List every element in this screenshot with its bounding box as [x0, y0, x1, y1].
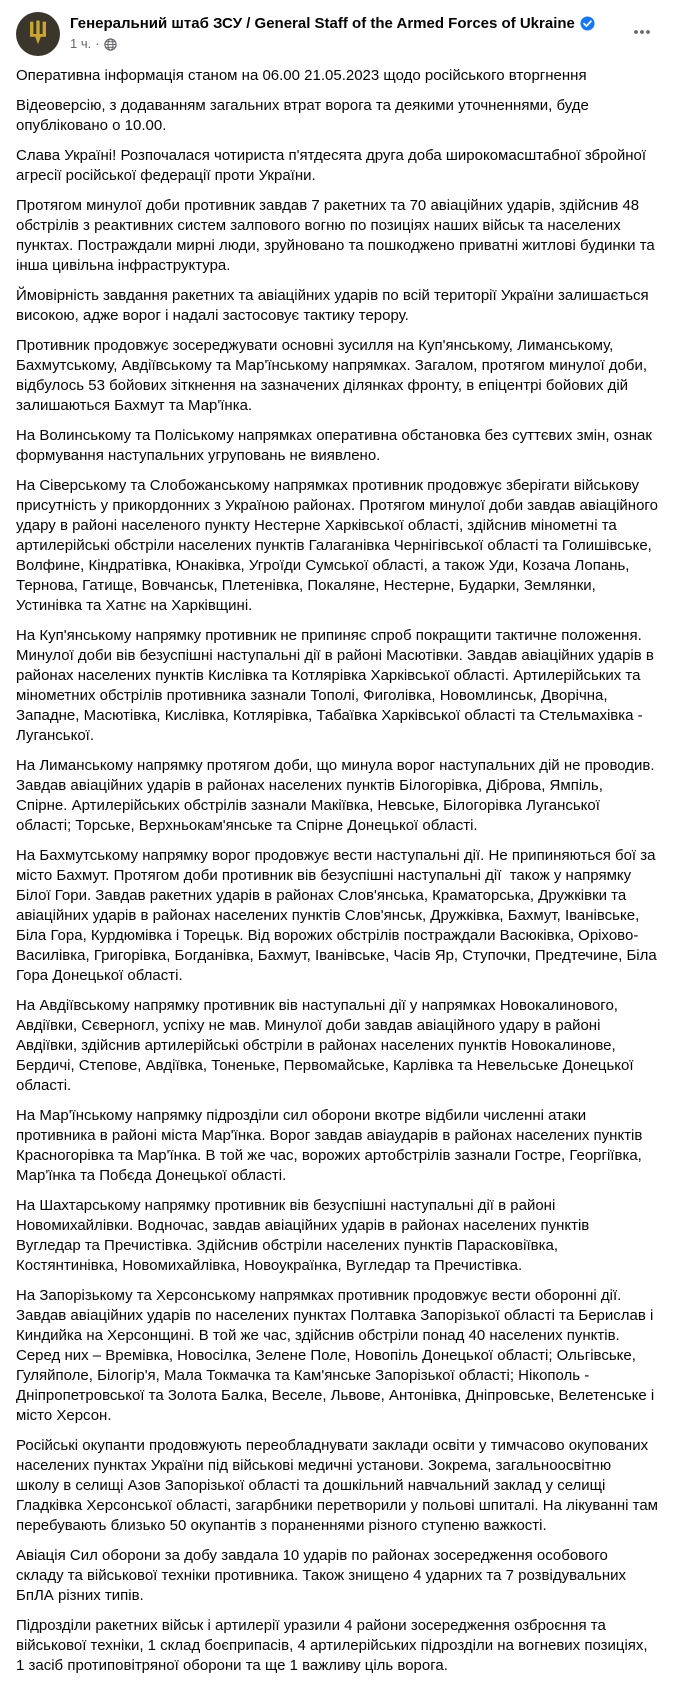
globe-privacy-icon [104, 38, 117, 51]
page-avatar[interactable] [16, 12, 60, 56]
post-paragraph: На Мар'їнському напрямку підрозділи сил оборони вкотре відбили численні атаки противника в районі міста Мар'їнка. Ворог завдав авіаударів в районах населених пунктів Красногорівка та Мар'їнка. В той же час, ворожих артобстрілів зазнали Гостре, Георгіївка, Мар'їнка та Побєда Донецької області. [16, 1107, 647, 1184]
meta-separator: · [95, 36, 100, 51]
verified-badge-icon [580, 16, 595, 31]
post-header [0, 0, 674, 64]
page-name-link[interactable]: Генеральний штаб ЗСУ / General Staff of the Armed Forces of Ukraine [70, 15, 575, 32]
post-paragraph: Російські окупанти продовжують переобладнувати заклади освіти у тимчасово окупованих населених пунктах України під військові медичні установи. Зокрема, загальноосвітню школу в селищі Азов Запорізької області та дошкільний навчальний заклад у селищі Гладківка Херсонської області, загарбники перетворили у польові шпиталі. На лікуванні там перебувають близько 50 окупантів з пораненнями різного ступеню важкості. [16, 1437, 663, 1534]
post-paragraph: На Бахмутському напрямку ворог продовжує вести наступальні дії. Не припиняються бої за місто Бахмут. Протягом доби противник вів безуспішні наступальні дії також у напрямку Білої Гори. Завдав ракетних ударів в районах Слов'янська, Краматорська, Дружківки та авіаційних ударів в районах населених пунктів Слов'янськ, Дружківка, Бахмут, Іванівське, Біла Гора, Курдюмівка і Торецьк. Від ворожих обстрілів постраждали Васюківка, Оріхово-Василівка, Григорівка, Богданівка, Бахмут, Іванівське, Часів Яр, Ступочки, Предтечине, Біла Гора Донецької області. [16, 847, 661, 984]
post-paragraph: Авіація Сил оборони за добу завдала 10 ударів по районах зосередження особового складу та військової техніки противника. Також знищено 4 ударних та 7 розвідувальних БпЛА різних типів. [16, 1547, 631, 1604]
more-options-button[interactable] [626, 16, 658, 48]
post-paragraph: Оперативна інформація станом на 06.00 21.05.2023 щодо російського вторгнення [16, 67, 587, 84]
post-header-text [70, 12, 626, 52]
post-paragraph: Відеоверсію, з додаванням загальних втрат ворога та деякими уточненнями, буде опубліковано о 10.00. [16, 97, 594, 134]
post-paragraph: На Запорізькому та Херсонському напрямках противник продовжує вести оборонні дії. Завдав авіаційних ударів по населених пунктах Полтавка Запорізької області та Берислав і Киндийка на Херсонщині. В той же час, здійснив обстріли понад 40 населених пунктів. Серед них – Времівка, Новосілка, Зелене Поле, Новопіль Донецької області; Ольгівське, Гуляйполе, Білогір'я, Мала Токмачка та Кам'янське Запорізької області; Нікополь - Дніпропетровської та Золота Балка, Веселе, Львове, Антонівка, Дніпровське, Велетенське і місто Херсон. [16, 1287, 659, 1424]
post-paragraph: На Лиманському напрямку протягом доби, що минула ворог наступальних дій не проводив. Завдав авіаційних ударів в районах населених пунктів Білогорівка, Діброва, Ямпіль, Спірне. Артилерійських обстрілів зазнали Макіївка, Невське, Білогорівка Луганської області; Торське, Верхньокам'янське та Спірне Донецької області. [16, 757, 659, 834]
page-name-row [70, 12, 626, 33]
post-paragraph: На Куп'янському напрямку противник не припиняє спроб покращити тактичне положення. Минулої доби вів безуспішні наступальні дії в районі Масютівки. Завдав авіаційних ударів в районах населених пунктів Кислівка та Котлярівка Харківської області. Артилерійських та мінометних обстрілів противника зазнали Тополі, Фиголівка, Новомлинськ, Дворічна, Западне, Масютівка, Кислівка, Котлярівка, Табаївка Харківської області та Стельмахівка - Луганської. [16, 627, 659, 744]
post-paragraph: Протягом минулої доби противник завдав 7 ракетних та 70 авіаційних ударів, здійснив 48 обстрілів з реактивних систем залпового вогню по позиціях наших військ та населених пунктах. Постраждали мирні люди, зруйновано та пошкоджено приватні житлові будинки та інша цивільна інфраструктура. [16, 197, 659, 274]
post-paragraph: На Волинському та Поліському напрямках оперативна обстановка без суттєвих змін, ознак формування наступальних угруповань не виявлено. [16, 427, 657, 464]
post-meta-row [70, 36, 626, 52]
post-paragraph: Слава Україні! Розпочалася чотириста п'ятдесята друга доба широкомасштабної збройної агресії російської федерації проти України. [16, 147, 651, 184]
three-dots-icon [632, 22, 652, 42]
post-paragraph: Ймовірність завдання ракетних та авіаційних ударів по всій території України залишається високою, адже ворог і надалі застосовує тактику терору. [16, 287, 653, 324]
post-body [0, 64, 674, 1692]
post-paragraph: Противник продовжує зосереджувати основні зусилля на Куп'янському, Лиманському, Бахмутському, Авдіївському та Мар'їнському напрямках. Загалом, протягом минулої доби, відбулось 53 бойових зіткнення на зазначених ділянках фронту, в епіцентрі бойових дій залишаються Бахмут та Мар'їнка. [16, 337, 652, 414]
post-paragraph: На Сіверському та Слобожанському напрямках противник продовжує зберігати військову присутність у прикордонних з Україною районах. Протягом минулої доби завдав авіаційного удару в районі населеного пункту Нестерне Харківської області, здійснив мінометні та артилерійські обстріли населених пунктів Галаганівка Чернігівської області та Голишівське, Волфине, Кіндратівка, Юнаківка, Угроїди Сумської області, а також Уди, Козача Лопань, Тернова, Гатище, Вовчанськ, Плетенівка, Покаляне, Нестерне, Бударки, Землянки, Устинівка та Хатнє на Харківщині. [16, 477, 663, 614]
post-timestamp[interactable]: 1 ч. [70, 36, 92, 51]
post-paragraph: Підрозділи ракетних військ і артилерії уразили 4 райони зосередження озброєння та військової техніки, 1 склад боєприпасів, 4 артилерійських підрозділи на вогневих позиціях, 1 засіб протиповітряної оборони та ще 1 важливу ціль ворога. [16, 1617, 652, 1674]
post-paragraph: На Авдіївському напрямку противник вів наступальні дії у напрямках Новокалинового, Авдіївки, Сєверногл, успіху не мав. Минулої доби завдав авіаційного удару в районі Авдіївки, здійснив артилерійські обстріли в районах населених пунктів Новокалинове, Бердичі, Степове, Авдіївка, Тоненьке, Первомайське, Карлівка та Невельське Донецької області. [16, 997, 638, 1094]
post-paragraph: На Шахтарському напрямку противник вів безуспішні наступальні дії в районі Новомихайлівки. Водночас, завдав авіаційних ударів в районах населених пунктів Вугледар та Пречистівка. Здійснив обстріли населених пунктів Парасковіївка, Костянтинівка, Новомихайлівка, Новоукраїнка, Вугледар та Пречистівка. [16, 1197, 594, 1274]
ukraine-trident-icon [27, 20, 49, 48]
